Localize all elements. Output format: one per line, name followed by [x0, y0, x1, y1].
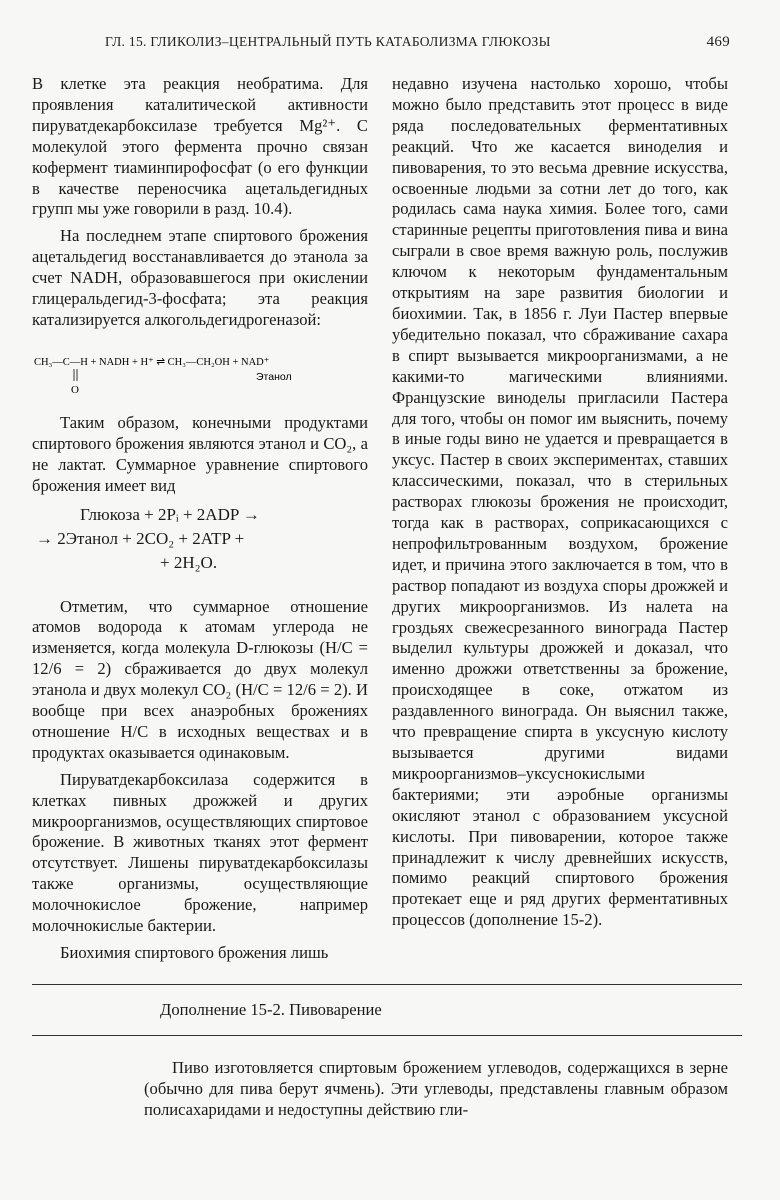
equation-text: CH₃—C—H + NADH + H⁺ ⇌ CH₃—CH₂OH + NAD⁺	[34, 356, 270, 368]
left-column	[32, 74, 368, 964]
section-rule-bottom	[32, 1035, 742, 1036]
supplement-body	[144, 1057, 728, 1120]
equation-line: → 2Этанол + 2CO₂ + 2ATP +	[36, 528, 245, 548]
product-label: Этанол	[256, 370, 292, 383]
equation-line: Глюкоза + 2Pᵢ + 2ADP →	[80, 504, 260, 524]
paragraph: Таким образом, конечными продуктами спиртового брожения являются этанол и CO₂, а не лактат. Суммарное уравнение спиртового брожения имеет вид	[32, 412, 368, 495]
page-number: 469	[706, 34, 730, 50]
equation-line: + 2H₂O.	[160, 552, 218, 572]
summary-equation	[32, 503, 368, 575]
chapter-title: ГЛ. 15. ГЛИКОЛИЗ–ЦЕНТРАЛЬНЫЙ ПУТЬ КАТАБОЛИЗМА ГЛЮКОЗЫ	[105, 34, 551, 49]
paragraph: В клетке эта реакция необратима. Для проявления каталитической активности пируватдекарбоксилазе требуется Mg²⁺. С молекулой этого фермента прочно связан кофермент тиаминпирофосфат (о его функции в качестве переносчика ацетальдегидных групп мы уже говорили в разд. 10.4).	[32, 74, 368, 219]
paragraph: На последнем этапе спиртового брожения ацетальдегид восстанавливается до этанола за счет NADH, образовавшегося при окислении глицеральдегид-3-фосфата; эта реакция катализируется алкогольдегидрогеназой:	[32, 226, 368, 329]
supplement-title: Дополнение 15-2. Пивоварение	[160, 1000, 382, 1019]
oxygen-atom: O	[71, 383, 79, 396]
paragraph: Пируватдекарбоксилаза содержится в клетках пивных дрожжей и других микроорганизмов, осуществляющих спиртовое брожение. В животных тканях этот фермент отсутствует. Лишены пируватдекарбоксилазы также организмы, осуществляющие молочнокислое брожение, например молочнокислые бактерии.	[32, 769, 368, 936]
section-rule-top	[32, 984, 742, 985]
reaction-svg	[32, 349, 368, 407]
reaction-equation	[32, 349, 368, 407]
paragraph: недавно изучена настолько хорошо, чтобы можно было представить этот процесс в виде ряда последовательных ферментативных реакций. Что же касается виноделия и пивоварения, то это весьма древние искусства, освоенные людьми за сотни лет до того, как родилась сама наука химия. Более того, сами старинные рецепты приготовления пива и вина сыграли в свое время важную роль, послужив ключом к некоторым фундаментальным открытиям на заре развития биологии и биохимии. Так, в 1856 г. Луи Пастер впервые убедительно показал, что сбраживание сахара в спирт вызывается микроорганизмами, а не какими-то магическими влияниями. Французские виноделы пригласили Пастера для того, чтобы он помог им выяснить, почему в иные годы вино не удается и превращается в уксус. Пастер в своих экспериментах, ставших классическими, показал, что в стерильных растворах глюкозы брожения не происходит, тогда как в растворах, соприкасающихся с непрофильтрованным воздухом, брожение идет, и причина этого заключается в том, что в раствор попадают из воздуха споры дрожжей и других микроорганизмов. Из налета на гроздьях свежесрезанного винограда Пастер выделил культуры дрожжей и доказал, что именно дрожжи ответственны за брожение, происходящее в соке, отжатом из раздавленного винограда. Он выяснил также, что превращение спирта в уксусную кислоту вызывается другими видами микроорганизмов–уксуснокислыми бактериями; эти аэробные организмы окисляют этанол с образованием уксусной кислоты. При пивоварении, которое также принадлежит к числу древнейших искусств, помимо реакций спиртового брожения протекает еще и ряд других ферментативных процессов (дополнение 15-2).	[392, 74, 728, 930]
paragraph: Биохимия спиртового брожения лишь	[60, 943, 329, 962]
paragraph: Пиво изготовляется спиртовым брожением углеводов, содержащихся в зерне (обычно для пива берут ячмень). Эти углеводы, представлены главным образом полисахаридами и недоступны действию гли-	[144, 1058, 728, 1119]
paragraph: Отметим, что суммарное отношение атомов водорода к атомам углерода не изменяется, когда молекула D-глюкозы (H/C = 12/6 = 2) сбраживается до двух молекул этанола и двух молекул CO₂ (H/C = 12/6 = 2). И вообще при всех анаэробных брожениях отношение H/C в исходных веществах и в продуктах оказывается одинаковым.	[32, 596, 368, 762]
right-column	[392, 74, 728, 931]
